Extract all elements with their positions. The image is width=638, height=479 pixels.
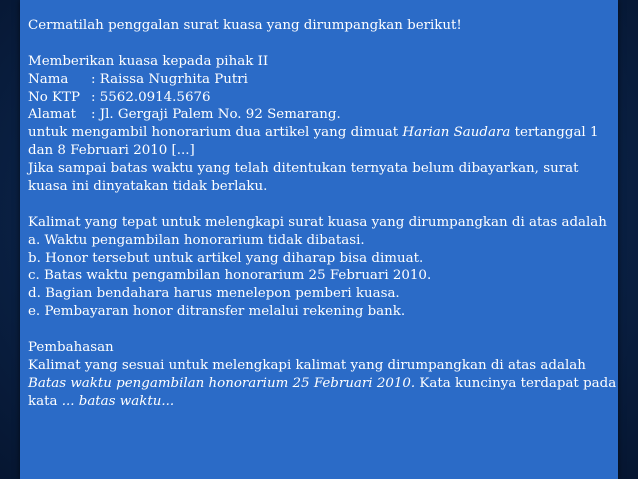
field-no-ktp — [28, 89, 616, 107]
spacer — [28, 321, 616, 339]
option-letter: c. — [28, 268, 40, 284]
option-e — [28, 303, 616, 321]
option-d — [28, 285, 616, 303]
field-nama — [28, 71, 616, 89]
option-text: Batas waktu pengambilan honorarium 25 Februari 2010. — [44, 268, 432, 284]
option-text: Bagian bendahara harus menelepon pemberi kuasa. — [45, 286, 400, 302]
field-key: No KTP — [28, 89, 80, 105]
field-value: : 5562.0914.5676 — [91, 89, 211, 105]
option-text: Pembayaran honor ditransfer melalui rekening bank. — [44, 304, 406, 320]
spacer — [28, 196, 616, 214]
option-letter: e. — [28, 304, 41, 320]
letter-body-line — [28, 124, 616, 142]
option-a — [28, 232, 616, 250]
letter-body-line: dan 8 Februari 2010 [...] — [28, 143, 195, 159]
field-value: : Jl. Gergaji Palem No. 92 Semarang. — [91, 107, 341, 123]
letter-body-line: Jika sampai batas waktu yang telah ditentukan ternyata belum dibayarkan, surat — [28, 161, 579, 177]
option-letter: b. — [28, 250, 41, 266]
field-value: : Raissa Nugrhita Putri — [91, 71, 248, 87]
option-letter: a. — [28, 232, 41, 248]
option-text: Honor tersebut untuk artikel yang diharap bisa dimuat. — [45, 250, 424, 266]
slide-content — [28, 17, 616, 411]
newspaper-name: Harian Saudara — [402, 125, 511, 141]
discussion-line — [28, 393, 616, 411]
body-text: untuk mengambil honorarium dua artikel yang dimuat — [28, 125, 403, 141]
instruction-text: Cermatilah penggalan surat kuasa yang dirumpangkan berikut! — [28, 18, 462, 33]
spacer — [28, 35, 616, 53]
field-key: Alamat — [28, 107, 76, 123]
option-b — [28, 250, 616, 268]
option-c — [28, 267, 616, 285]
discussion-line: Kalimat yang sesuai untuk melengkapi kalimat yang dirumpangkan di atas adalah — [28, 357, 586, 373]
question-text: Kalimat yang tepat untuk melengkapi surat kuasa yang dirumpangkan di atas adalah — [28, 214, 607, 230]
option-letter: d. — [28, 286, 41, 302]
discussion-text: kata — [28, 393, 62, 409]
discussion-line — [28, 375, 616, 393]
keyword-italic: ... batas waktu... — [61, 393, 175, 409]
letter-body-line: kuasa ini dinyatakan tidak berlaku. — [28, 179, 268, 195]
field-alamat — [28, 106, 616, 124]
answer-italic: Batas waktu pengambilan honorarium 25 Februari 2010. — [28, 375, 416, 391]
option-text: Waktu pengambilan honorarium tidak dibatasi. — [44, 232, 365, 248]
body-text: tertanggal 1 — [510, 125, 599, 141]
field-key: Nama — [28, 71, 69, 87]
discussion-text: Kata kuncinya terdapat pada — [415, 375, 617, 391]
letter-opening: Memberikan kuasa kepada pihak II — [28, 53, 269, 69]
discussion-heading: Pembahasan — [28, 340, 114, 356]
